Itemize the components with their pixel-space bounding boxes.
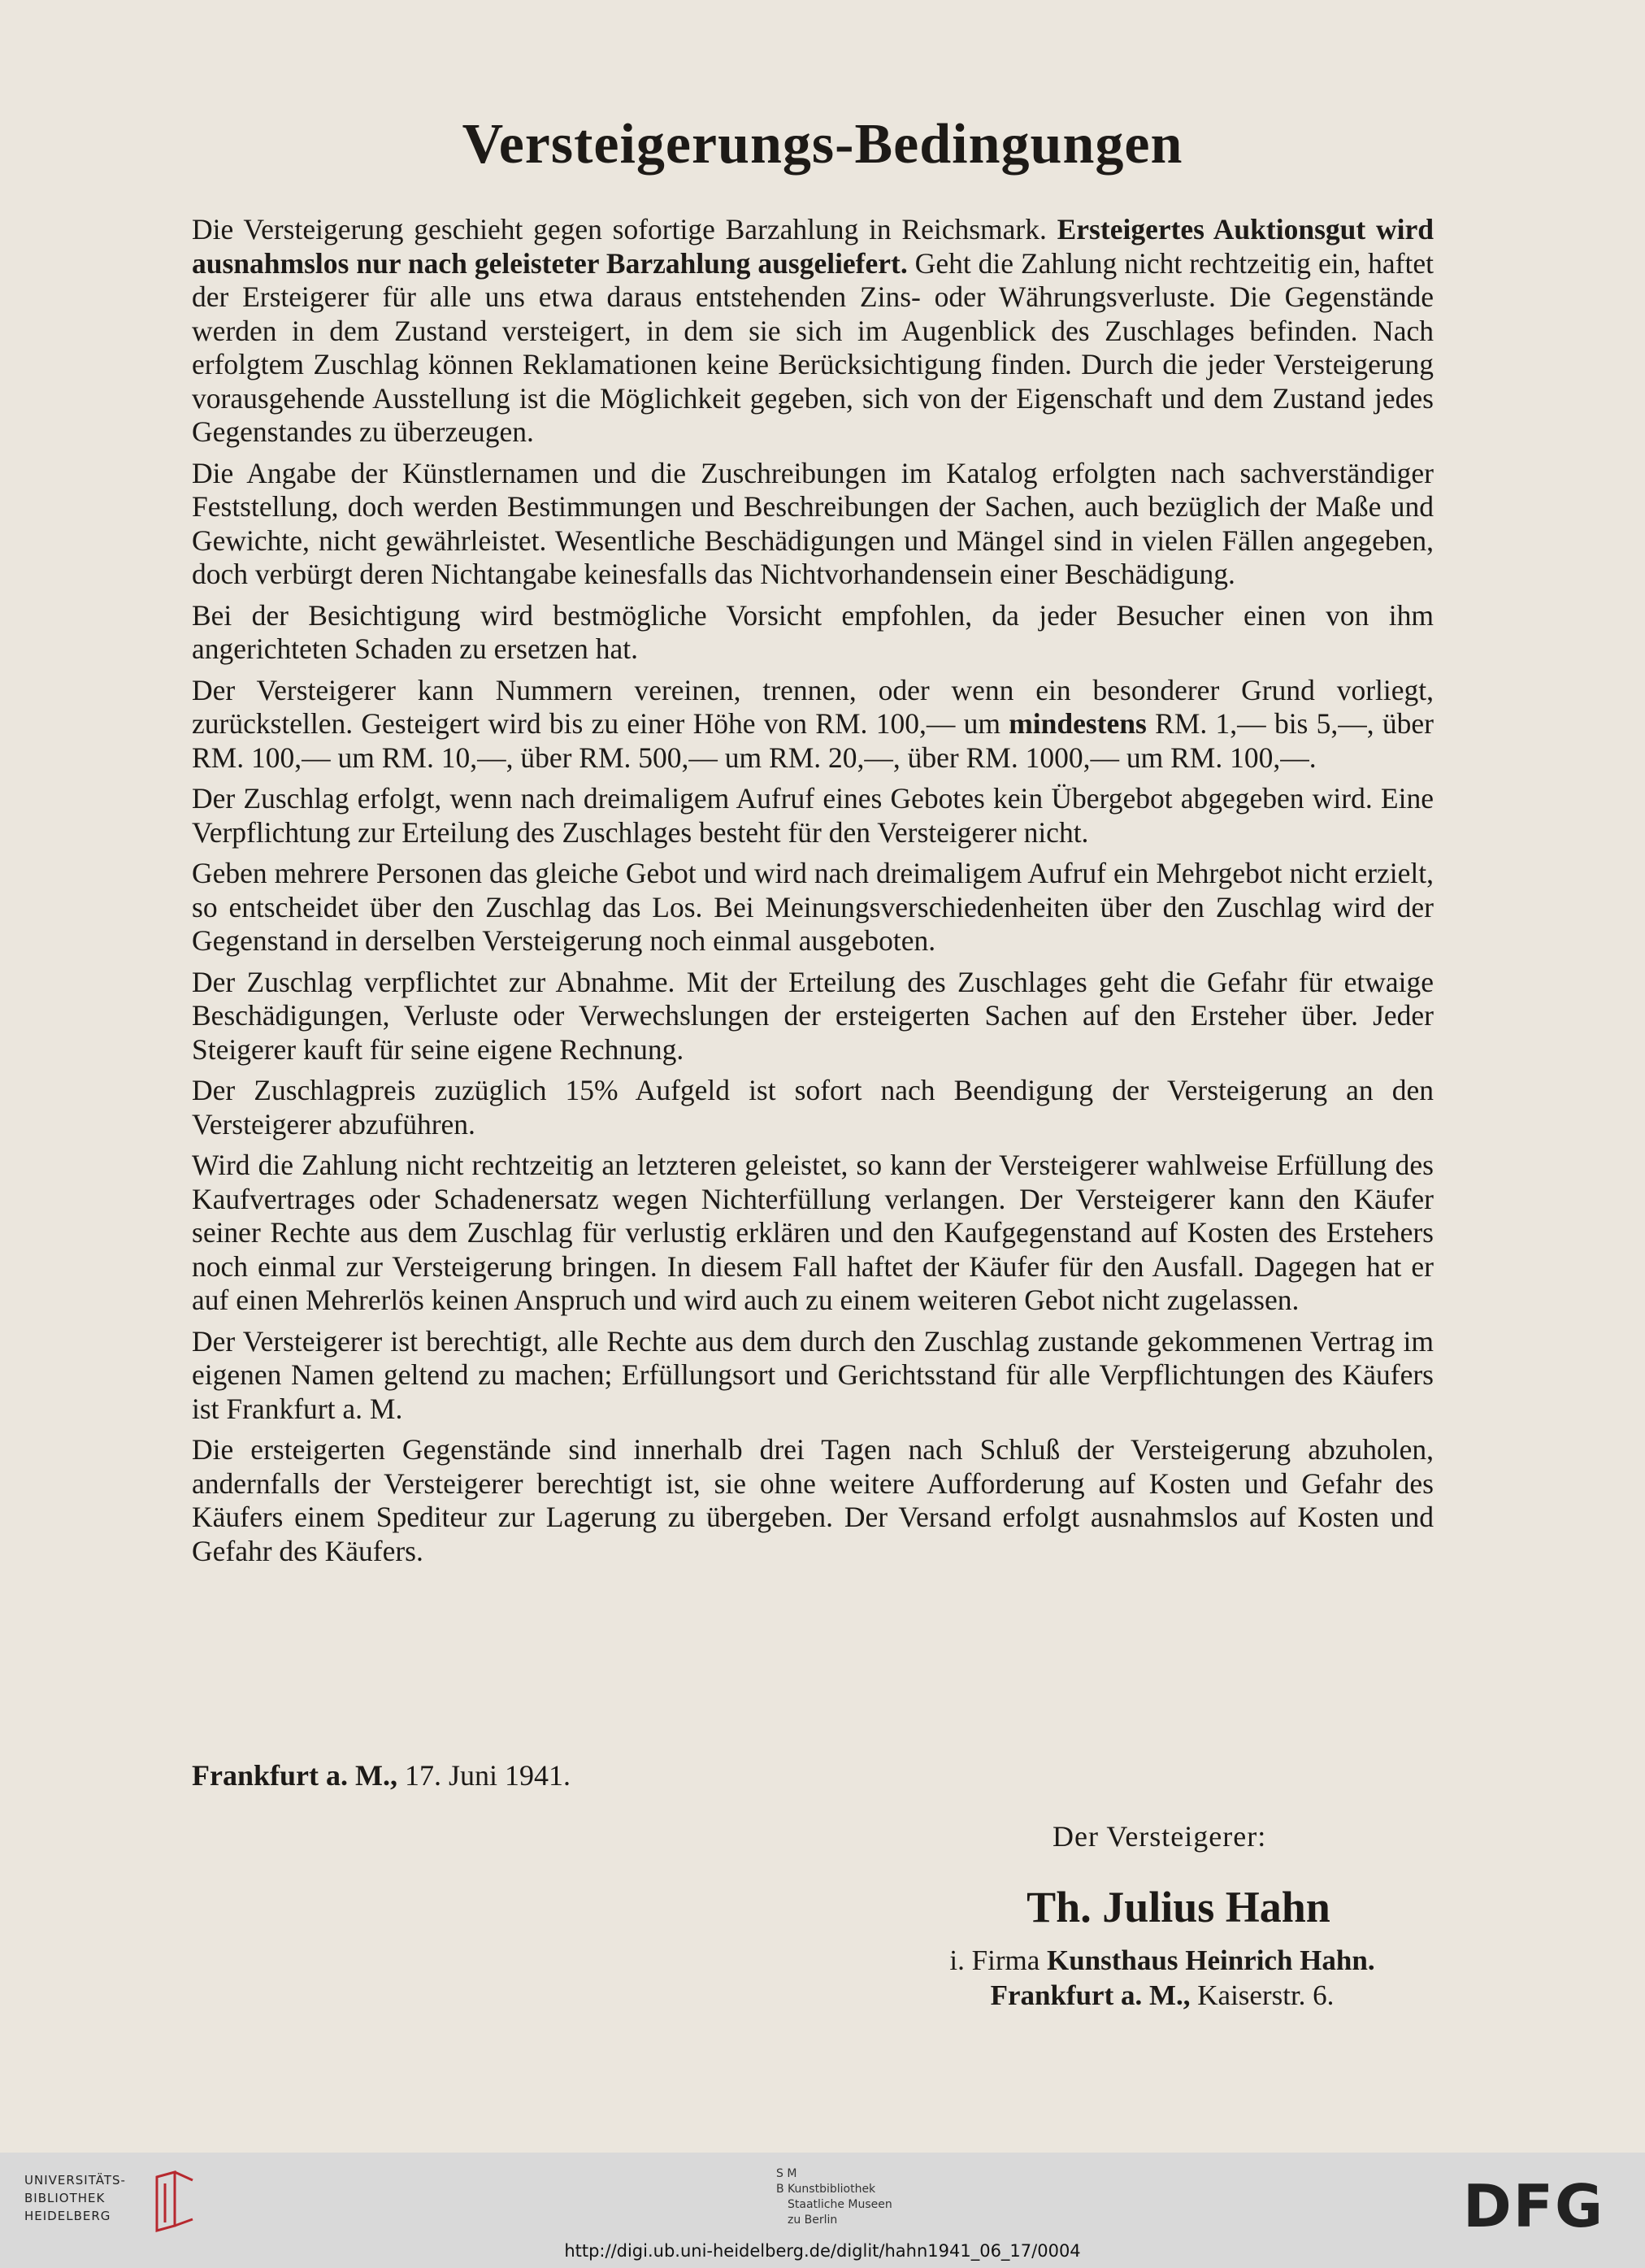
permalink-url[interactable]: http://digi.ub.uni-heidelberg.de/diglit/hahn1941_06_17/0004 (564, 2241, 1081, 2261)
paragraph-attribution: Die Angabe der Künstlernamen und die Zuschreibungen im Katalog erfolgten nach sachverständiger Feststellung, doch werden Bestimmungen und Beschreibungen der Sachen, auch bezüglich der Maße und Gewichte, nicht gewährleistet. Wesentliche Beschädigungen und Mängel sind in vielen Fällen angegeben, doch verbürgt deren Nichtangabe keinesfalls das Nichtvorhandensein einer Beschädigung. (192, 456, 1434, 590)
university-mark-icon (150, 2169, 199, 2234)
smb-text-line: Staatliche Museen (788, 2198, 892, 2211)
paragraph-text: Der Versteigerer kann Nummern vereinen, trennen, oder wenn ein besonderer Grund vorliegt, zurückstellen. Gesteigert wird bis zu einer Höhe von RM. 100,— um (192, 673, 1434, 740)
dateline-date: 17. Juni 1941. (397, 1759, 571, 1792)
university-library-logo[interactable] (24, 2171, 126, 2225)
logo-text-line: BIBLIOTHEK (24, 2191, 106, 2205)
firm-prefix: i. Firma (949, 1944, 1047, 1976)
smb-text-line: S M (776, 2167, 797, 2180)
bold-text: mindestens (1009, 707, 1147, 740)
paragraph-collection: Die ersteigerten Gegenstände sind innerhalb drei Tagen nach Schluß der Versteigerung abzuholen, andernfalls der Versteigerer berechtigt ist, sie ohne weitere Aufforderung auf Kosten und Gefahr des Käufers einem Spediteur zur Lagerung zu übergeben. Der Versand erfolgt ausnahmslos auf Kosten und Gefahr des Käufers. (192, 1433, 1434, 1567)
logo-text-line: HEIDELBERG (24, 2209, 111, 2223)
paragraph-inspection: Bei der Besichtigung wird bestmögliche Vorsicht empfohlen, da jeder Besucher einen von ihm angerichteten Schaden zu ersetzen hat. (192, 598, 1434, 665)
signature-name: Th. Julius Hahn (1026, 1883, 1330, 1931)
address-city: Frankfurt a. M., (990, 1979, 1191, 2011)
smb-text-line: zu Berlin (788, 2214, 838, 2227)
paragraph-equal-bids: Geben mehrere Personen das gleiche Gebot und wird nach dreimaligem Aufruf ein Mehrgebot nicht erzielt, so entscheidet über den Zuschlag das Los. Bei Meinungsverschiedenheiten über den Zuschlag wird der Gegenstand in derselben Versteigerung noch einmal ausgeboten. (192, 857, 1434, 957)
signature-label: Der Versteigerer: (1053, 1820, 1267, 1853)
paragraph-nonpayment: Wird die Zahlung nicht rechtzeitig an letzteren geleistet, so kann der Versteigerer wahlweise Erfüllung des Kaufvertrages oder Schadenersatz wegen Nichterfüllung verlangen. Der Versteigerer kann den Käufer seiner Rechte aus dem Zuschlag für verlustig erklären und den Kaufgegenstand auf Kosten des Erstehers noch einmal zur Versteigerung bringen. In diesem Fall haftet der Käufer für den Ausfall. Dagegen hat er auf einen Mehrerlös keinen Anspruch und wird auch zu einem weiteren Gebot nicht zugelassen. (192, 1149, 1434, 1316)
dateline-place: Frankfurt a. M., (192, 1759, 397, 1792)
paragraph-text: Geht die Zahlung nicht rechtzeitig ein, haftet der Ersteigerer für alle uns etwa daraus entstehenden Zins- oder Währungsverluste. Die Gegenstände werden in dem Zustand versteigert, in dem sie sich im Augenblick des Zuschlages befinden. Nach erfolgtem Zuschlag können Reklamationen keine Berücksichtigung finden. Durch die jeder Versteigerung vorausgehende Ausstellung ist die Möglichkeit gegeben, sich von der Eigenschaft und dem Zustand jedes Gegenstandes zu überzeugen. (192, 246, 1434, 448)
dateline (192, 1758, 571, 1792)
paragraph-obligation: Der Zuschlag verpflichtet zur Abnahme. Mit der Erteilung des Zuschlages geht die Gefahr für etwaige Beschädigungen, Verluste oder Verwechslungen der ersteigerten Sachen auf den Ersteher über. Jeder Steigerer kauft für seine eigene Rechnung. (192, 965, 1434, 1066)
paragraph-rights: Der Versteigerer ist berechtigt, alle Rechte aus dem durch den Zuschlag zustande gekommenen Vertrag im eigenen Namen geltend zu machen; Erfüllungsort und Gerichtsstand für alle Verpflichtungen des Käufers ist Frankfurt a. M. (192, 1324, 1434, 1425)
address-street: Kaiserstr. 6. (1190, 1979, 1335, 2011)
conditions-text (192, 213, 1434, 1575)
smb-logo[interactable] (776, 2166, 892, 2228)
paragraph-premium: Der Zuschlagpreis zuzüglich 15% Aufgeld ist sofort nach Beendigung der Versteigerung an den Versteigerer abzuführen. (192, 1074, 1434, 1141)
paragraph-hammer: Der Zuschlag erfolgt, wenn nach dreimaligem Aufruf eines Gebotes kein Übergebot abgegeben wird. Eine Verpflichtung zur Erteilung des Zuschlages besteht für den Versteigerer nicht. (192, 782, 1434, 849)
paragraph-payment (192, 213, 1434, 450)
paragraph-text: RM. 1,— bis 5,—, über RM. 100,— um RM. 10,—, über RM. 500,— um RM. 20,—, über RM. 1000,— um RM. 100,—. (192, 707, 1434, 774)
paragraph-text: Die Versteigerung geschieht gegen sofortige Barzahlung in Reichsmark. (192, 213, 1057, 245)
bold-text: Ersteigertes Auktionsgut wird ausnahmslos nur nach geleisteter Barzahlung ausgeliefert. (192, 213, 1434, 280)
signature-firm (845, 1944, 1479, 1977)
dfg-logo[interactable]: DFG (1463, 2172, 1605, 2240)
signature-address (845, 1979, 1479, 2012)
smb-text-line: B Kunstbibliothek (776, 2183, 876, 2196)
logo-text-line: UNIVERSITÄTS- (24, 2173, 126, 2188)
firm-name: Kunsthaus Heinrich Hahn. (1046, 1944, 1375, 1976)
page-title: Versteigerungs-Bedingungen (462, 113, 1183, 176)
paragraph-bidding (192, 674, 1434, 776)
